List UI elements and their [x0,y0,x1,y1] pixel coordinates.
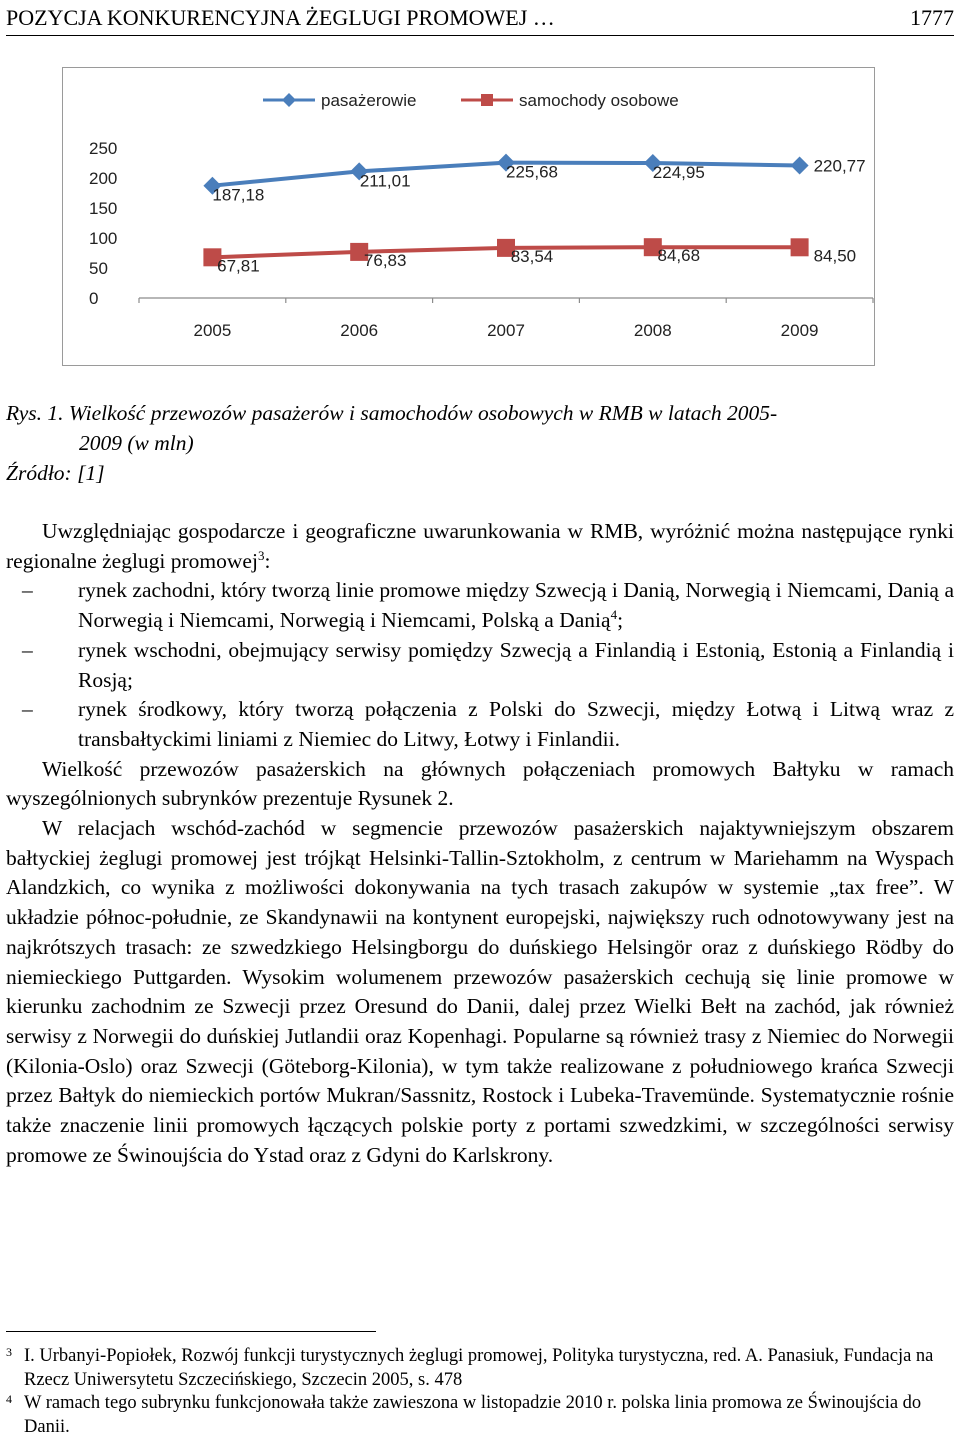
x-tick-label: 2009 [780,321,819,340]
footnote-mark: 4 [6,1392,12,1406]
x-tick-label: 2007 [487,321,525,340]
data-label: 211,01 [359,171,411,191]
footnotes [6,1345,936,1439]
footnote [6,1345,936,1392]
paragraph: W relacjach wschód-zachód w segmencie przewozów pasażerskich najaktywniejszym obszarem bałtyckiej żeglugi promowej jest trójkąt Helsinki-Tallin-Sztokholm, z centrum w Mariehamm na Wyspach Alandzkich, co wynika z możliwości dokonywania na tych trasach zakupów w systemie „tax free”. W układzie północ-południe, ze Skandynawii na kontynent europejski, największy ruch odnotowywany jest na najkrótszych trasach: ze szwedzkiego Helsingborgu do duńskiego Helsingör oraz z duńskiego Rödby do niemieckiego Puttgarden. Wysokim wolumenem przewozów pasażerskich cechują się linie promowe w kierunku zachodnim ze Szwecji przez Oresund do Danii, dalej przez Wielki Bełt na zachód, jak również serwisy z Norwegii do duńskiej Jutlandii oraz Kopenhagi. Popularne są również trasy z Niemiec do Norwegii (Kilonia-Oslo) oraz Szwecji (Göteborg-Kilonia), w tym także realizowane z południowego krańca Szwecji przez Bałtyk do niemieckich portów Mukran/Sassnitz, Rostock i Lubeka-Travemünde. Systematycznie rośnie także znaczenie linii promowych łączących polskie porty z portami szwedzkimi, w szczególności serwisy promowe ze Świnoujścia do Ystad oraz z Gdyni do Karlskrony. [6,816,954,1167]
data-label: 84,68 [657,246,701,266]
running-header [6,3,954,36]
y-tick-label: 250 [89,139,118,158]
list-item [6,636,954,695]
body-text [6,517,954,1170]
data-label: 225,68 [506,162,558,182]
figure-caption [6,398,956,488]
market-list [6,576,954,754]
running-title: POZYCJA KONKURENCYJNA ŻEGLUGI PROMOWEJ … [6,5,555,30]
chart-canvas [63,68,874,365]
data-label: 76,83 [363,250,407,270]
data-label: 67,81 [217,256,260,276]
list-item [6,576,954,635]
data-label: 84,50 [813,246,857,266]
legend-marker [481,94,493,106]
intro-end: : [264,548,271,573]
list-item-text: rynek wschodni, obejmujący serwisy pomiędzy Szwecją a Finlandią i Estonią, Estonią a Finlandią i Rosją; [78,637,954,692]
x-tick-label: 2008 [633,321,672,340]
footnote-text: I. Urbanyi-Popiołek, Rozwój funkcji turystycznych żeglugi promowej, Polityka turystyczna, red. A. Panasiuk, Fundacja na Rzecz Uniwersytetu Szczecińskiego, Szczecin 2005, s. 478 [24,1346,934,1390]
list-dash: – [22,578,33,603]
page-number: 1777 [910,5,954,30]
data-label: 224,95 [652,163,705,183]
list-dash: – [22,637,33,662]
y-tick-label: 150 [89,199,118,218]
y-tick-label: 200 [89,169,118,188]
y-tick-label: 0 [89,289,99,308]
list-item [6,695,954,754]
data-label: 220,77 [813,156,866,176]
series-layer [203,154,865,276]
intro-paragraph [6,517,954,576]
legend-label: pasażerowie [321,91,417,110]
list-item-end: ; [617,608,624,633]
y-tick-label: 50 [89,259,108,278]
list-dash: – [22,697,33,722]
footnote-ref-4: 4 [610,606,618,622]
legend-marker [282,93,296,107]
intro-text: Uwzględniając gospodarcze i geograficzne uwarunkowania w RMB, wyróżnić można następujące rynki regionalne żeglugi promowej [6,519,954,573]
data-label: 187,18 [212,185,265,205]
y-axis [89,139,117,308]
data-point [791,157,809,175]
footnote-divider [6,1331,376,1332]
caption-line-2: 2009 (w mln) [79,431,194,455]
caption-line-1: Rys. 1. Wielkość przewozów pasażerów i samochodów osobowych w RMB w latach 2005- [6,401,778,425]
chart-legend [263,91,679,110]
list-item-text: rynek zachodni, który tworzą linie promowe między Szwecją i Danią, Norwegią i Niemcami, Danią a Norwegią i Niemcami, Norwegią i Niemcami, Polską a Danią [78,578,954,633]
x-tick-label: 2005 [193,321,232,340]
footnote-mark: 3 [6,1345,12,1359]
list-item-text: rynek środkowy, który tworzą połączenia z Polski do Szwecji, między Łotwą i Litwą wraz z transbałtyckimi liniami z Niemiec do Litwy, Łotwy i Finlandii. [78,697,954,751]
line-chart [62,67,875,366]
y-tick-label: 100 [89,229,118,248]
data-label: 83,54 [510,246,554,266]
footnote-ref-3: 3 [257,547,265,563]
footnote [6,1392,936,1439]
footnote-text: W ramach tego subrynku funkcjonowała także zawieszona w listopadzie 2010 r. polska linia promowa ze Świnoujścia do Danii. [24,1393,922,1437]
caption-source: Źródło: [1] [6,461,105,485]
paragraph: Wielkość przewozów pasażerskich na głównych połączeniach promowych Bałtyku w ramach wyszególnionych subrynków prezentuje Rysunek 2. [6,756,954,811]
legend-label: samochody osobowe [519,91,679,110]
x-axis [139,298,873,340]
data-point [791,238,809,256]
x-tick-label: 2006 [340,321,379,340]
